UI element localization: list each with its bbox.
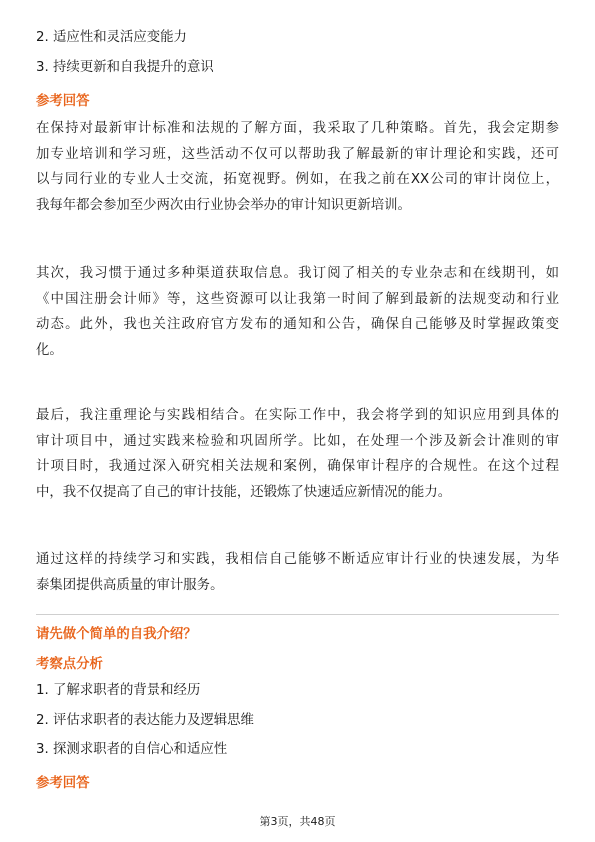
answer-paragraph-2 <box>36 261 559 363</box>
analysis-heading: 考察点分析 <box>36 657 103 672</box>
page-number: 第3页，共48页 <box>259 815 336 828</box>
answer-paragraph-1 <box>36 116 559 218</box>
text-line: 其次，我习惯于通过多种渠道获取信息。我订阅了相关的专业杂志和在线期刊，如 <box>36 266 559 281</box>
text-line: 化。 <box>36 342 63 358</box>
section-divider <box>36 614 559 615</box>
analysis-item-3: 3. 探测求职者的自信心和适应性 <box>36 742 228 757</box>
text-line: 在保持对最新审计标准和法规的了解方面，我采取了几种策略。首先，我会定期参 <box>36 121 559 136</box>
text-line: 以与同行业的专业人士交流，拓宽视野。例如，在我之前在XX公司的审计岗位上， <box>36 172 559 188</box>
answer-paragraph-3 <box>36 403 559 505</box>
text-line: 最后，我注重理论与实践相结合。在实际工作中，我会将学到的知识应用到具体的 <box>36 408 559 423</box>
analysis-item-1: 1. 了解求职者的背景和经历 <box>36 683 201 698</box>
text-line: 审计项目中，通过实践来检验和巩固所学。比如，在处理一个涉及新会计准则的审 <box>36 433 559 449</box>
text-line: 动态。此外，我也关注政府官方发布的通知和公告，确保自己能够及时掌握政策变 <box>36 317 559 333</box>
analysis-item-2: 2. 评估求职者的表达能力及逻辑思维 <box>36 713 254 728</box>
text-line: 计项目时，我通过深入研究相关法规和案例，确保审计程序的合规性。在这个过程 <box>36 459 559 475</box>
text-line: 加专业培训和学习班，这些活动不仅可以帮助我了解最新的审计理论和实践，还可 <box>36 146 559 162</box>
criteria-item-3: 3. 持续更新和自我提升的意识 <box>36 60 214 75</box>
text-line: 中，我不仅提高了自己的审计技能，还锻炼了快速适应新情况的能力。 <box>36 484 452 500</box>
text-line: 通过这样的持续学习和实践，我相信自己能够不断适应审计行业的快速发展，为华 <box>36 552 559 567</box>
question-title: 请先做个简单的自我介绍？ <box>36 627 197 642</box>
text-line: 泰集团提供高质量的审计服务。 <box>36 577 224 593</box>
text-line: 《中国注册会计师》等，这些资源可以让我第一时间了解到最新的法规变动和行业 <box>36 291 559 307</box>
answer-heading: 参考回答 <box>36 94 90 109</box>
text-line: 我每年都会参加至少两次由行业协会举办的审计知识更新培训。 <box>36 197 411 213</box>
answer-paragraph-4 <box>36 547 559 598</box>
criteria-item-2: 2. 适应性和灵活应变能力 <box>36 30 187 45</box>
answer-heading-2: 参考回答 <box>36 776 90 791</box>
